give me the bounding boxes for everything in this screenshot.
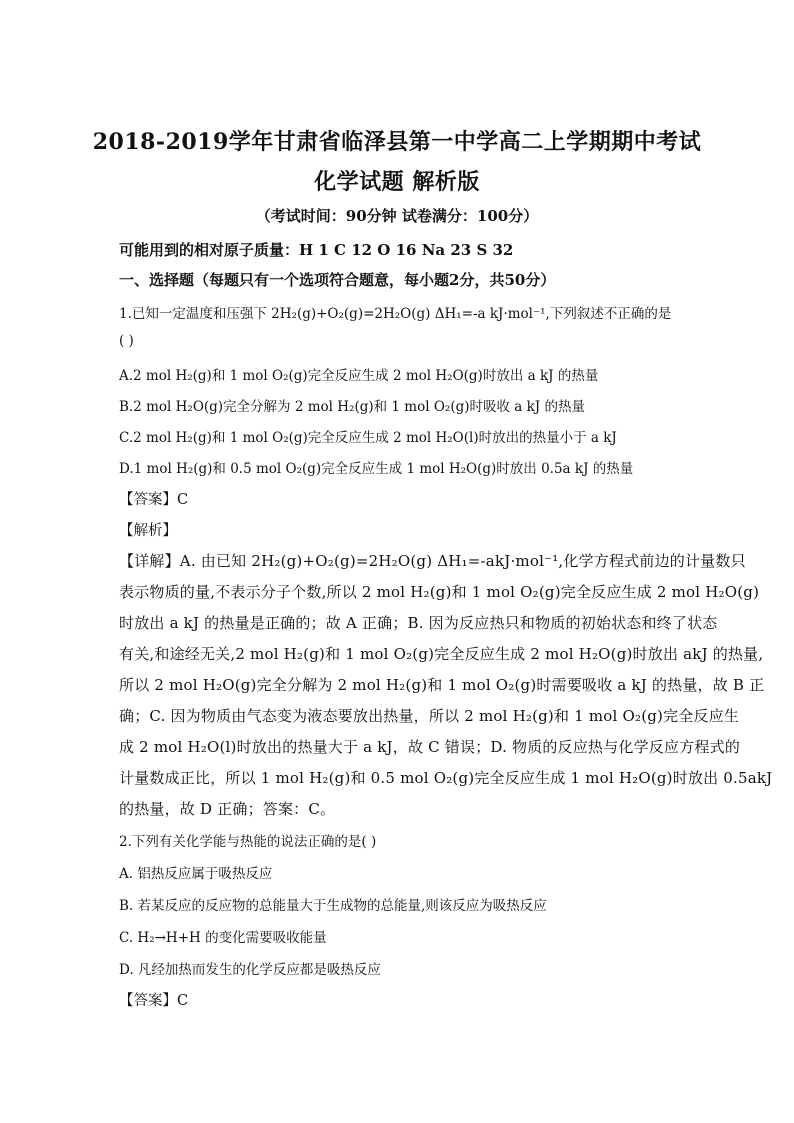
q1-stem: 1.已知一定温度和压强下 2H₂(g)+O₂(g)=2H₂O(g) ΔH₁=-a kJ·mol⁻¹,下列叙述不正确的是 <box>119 306 672 322</box>
q2-option-b: B. 若某反应的反应物的总能量大于生成物的总能量,则该反应为吸热反应 <box>119 898 547 914</box>
q2-option-c: C. H₂→H+H 的变化需要吸收能量 <box>119 930 327 946</box>
q1-analysis-label: 【解析】 <box>119 523 177 539</box>
exam-info: （考试时间：90分钟 试卷满分：100分） <box>255 207 539 225</box>
q1-detail-line: 表示物质的量,不表示分子个数,所以 2 mol H₂(g)和 1 mol O₂(g)完全反应生成 2 mol H₂O(g) <box>119 583 760 601</box>
q1-detail-line: 成 2 mol H₂O(l)时放出的热量大于 a kJ，故 C 错误；D. 物质的反应热与化学反应方程式的 <box>119 738 741 756</box>
q1-detail-line: 时放出 a kJ 的热量是正确的；故 A 正确；B. 因为反应热只和物质的初始状态和终了状态 <box>119 614 718 632</box>
section-heading: 一、选择题（每题只有一个选项符合题意，每小题2分，共50分） <box>119 271 556 289</box>
q1-option-d: D.1 mol H₂(g)和 0.5 mol O₂(g)完全反应生成 1 mol H₂O(g)时放出 0.5a kJ 的热量 <box>119 461 634 477</box>
q1-detail-line: 【详解】A. 由已知 2H₂(g)+O₂(g)=2H₂O(g) ΔH₁=-akJ·mol⁻¹,化学方程式前边的计量数只 <box>119 552 746 570</box>
q2-stem: 2.下列有关化学能与热能的说法正确的是( ) <box>119 834 377 850</box>
q1-detail-line: 的热量，故 D 正确；答案：C。 <box>119 800 336 818</box>
q2-option-d: D. 凡经加热而发生的化学反应都是吸热反应 <box>119 962 381 978</box>
q1-option-a: A.2 mol H₂(g)和 1 mol O₂(g)完全反应生成 2 mol H₂O(g)时放出 a kJ 的热量 <box>119 368 599 384</box>
q1-option-c: C.2 mol H₂(g)和 1 mol O₂(g)完全反应生成 2 mol H₂O(l)时放出的热量小于 a kJ <box>119 430 617 446</box>
q1-option-b: B.2 mol H₂O(g)完全分解为 2 mol H₂(g)和 1 mol O₂(g)时吸收 a kJ 的热量 <box>119 399 586 415</box>
q2-answer: 【答案】C <box>119 993 189 1009</box>
q2-option-a: A. 铝热反应属于吸热反应 <box>119 866 273 882</box>
q1-detail-line: 所以 2 mol H₂O(g)完全分解为 2 mol H₂(g)和 1 mol O₂(g)时需要吸收 a kJ 的热量，故 B 正 <box>119 676 765 694</box>
atomic-masses: 可能用到的相对原子质量：H 1 C 12 O 16 Na 23 S 32 <box>119 241 514 259</box>
document-subtitle: 化学试题 解析版 <box>314 169 480 195</box>
document-title: 2018-2019学年甘肃省临泽县第一中学高二上学期期中考试 <box>92 129 702 155</box>
q1-detail-line: 计量数成正比，所以 1 mol H₂(g)和 0.5 mol O₂(g)完全反应生成 1 mol H₂O(g)时放出 0.5akJ <box>119 769 773 787</box>
q1-answer: 【答案】C <box>119 492 189 508</box>
q1-paren: ( ) <box>119 333 134 349</box>
q1-detail-line: 确；C. 因为物质由气态变为液态要放出热量，所以 2 mol H₂(g)和 1 mol O₂(g)完全反应生 <box>119 707 740 725</box>
q1-detail-line: 有关,和途经无关,2 mol H₂(g)和 1 mol O₂(g)完全反应生成 2 mol H₂O(g)时放出 akJ 的热量, <box>119 645 764 663</box>
